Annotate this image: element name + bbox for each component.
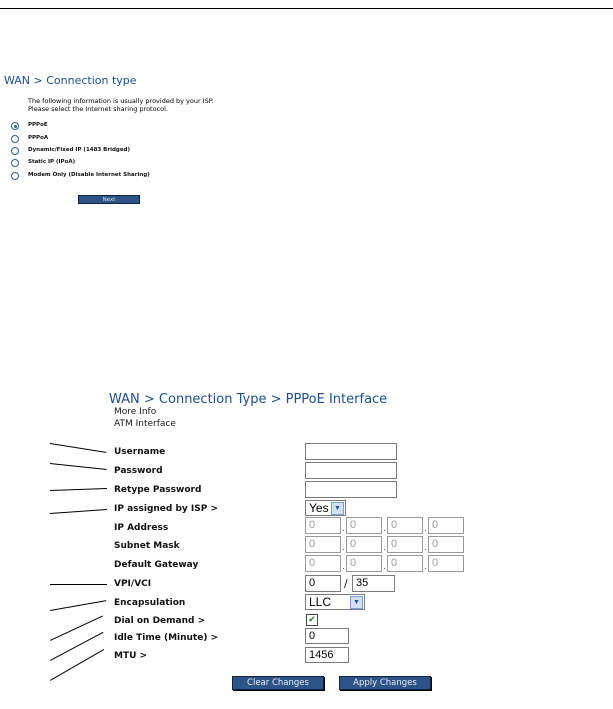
ip-address-octet-3[interactable]: 0 bbox=[387, 517, 423, 534]
octet-separator: . bbox=[424, 524, 427, 534]
dial-on-demand-label: Dial on Demand > bbox=[114, 616, 206, 626]
apply-changes-button[interactable]: Apply Changes bbox=[339, 676, 431, 690]
top-rule bbox=[0, 8, 613, 9]
encapsulation-select[interactable] bbox=[305, 594, 365, 610]
callout-line-username bbox=[50, 443, 106, 453]
ip-assigned-label: IP assigned by ISP > bbox=[114, 504, 219, 514]
octet-separator: . bbox=[342, 562, 345, 572]
option-static-ip-label: Static IP (IPoA) bbox=[28, 159, 76, 165]
clear-changes-button[interactable]: Clear Changes bbox=[232, 676, 324, 690]
ip-assigned-select[interactable] bbox=[305, 500, 346, 516]
option-pppoe-label: PPPoE bbox=[28, 122, 48, 128]
option-dynamic-fixed-ip-label: Dynamic/Fixed IP (1483 Bridged) bbox=[28, 147, 131, 153]
subnet-mask-label: Subnet Mask bbox=[114, 541, 180, 551]
callout-line-ip-assigned bbox=[50, 509, 107, 514]
next-button[interactable]: Next bbox=[78, 195, 140, 204]
default-gateway-octet-2[interactable]: 0 bbox=[346, 555, 382, 572]
mtu-input[interactable]: 1456 bbox=[305, 647, 349, 663]
idle-time-input[interactable]: 0 bbox=[305, 628, 349, 644]
default-gateway-octet-3[interactable]: 0 bbox=[387, 555, 423, 572]
mtu-label: MTU > bbox=[114, 651, 148, 661]
vpi-vci-label: VPI/VCI bbox=[114, 579, 152, 589]
chevron-down-icon: ▼ bbox=[350, 596, 363, 609]
callout-line-password bbox=[50, 463, 107, 470]
vpi-vci-separator: / bbox=[344, 577, 348, 590]
dial-on-demand-checkbox[interactable] bbox=[306, 614, 318, 626]
subnet-mask-octet-3[interactable]: 0 bbox=[387, 536, 423, 553]
octet-separator: . bbox=[383, 562, 386, 572]
ip-address-octet-1[interactable]: 0 bbox=[305, 517, 341, 534]
octet-separator: . bbox=[424, 562, 427, 572]
encapsulation-label: Encapsulation bbox=[114, 598, 186, 608]
username-input[interactable] bbox=[305, 443, 397, 460]
chevron-down-icon: ▼ bbox=[331, 502, 344, 515]
callout-line-vpi-vci bbox=[50, 584, 107, 585]
connection-type-title: WAN > Connection type bbox=[4, 74, 137, 87]
static-ip-radio[interactable] bbox=[11, 159, 19, 167]
default-gateway-label: Default Gateway bbox=[114, 560, 199, 570]
modem-only-radio[interactable] bbox=[11, 172, 19, 180]
password-label: Password bbox=[114, 466, 163, 476]
option-dynamic-fixed-ip[interactable] bbox=[11, 146, 131, 156]
option-modem-only-label: Modem Only (Disable Internet Sharing) bbox=[28, 172, 150, 178]
ip-address-label: IP Address bbox=[114, 523, 169, 533]
pppoe-interface-title: WAN > Connection Type > PPPoE Interface bbox=[109, 392, 388, 407]
username-label: Username bbox=[114, 447, 166, 457]
option-static-ip[interactable] bbox=[11, 158, 76, 168]
retype-password-label: Retype Password bbox=[114, 485, 202, 495]
encapsulation-value: LLC bbox=[309, 595, 332, 609]
ip-address-octet-2[interactable]: 0 bbox=[346, 517, 382, 534]
callout-line-retype-password bbox=[50, 488, 107, 491]
octet-separator: . bbox=[424, 543, 427, 553]
option-pppoa[interactable] bbox=[11, 134, 49, 144]
octet-separator: . bbox=[342, 524, 345, 534]
ip-address-octet-4[interactable]: 0 bbox=[428, 517, 464, 534]
default-gateway-octet-1[interactable]: 0 bbox=[305, 555, 341, 572]
subnet-mask-octet-1[interactable]: 0 bbox=[305, 536, 341, 553]
callout-line-mtu bbox=[50, 649, 104, 681]
more-info-link[interactable]: More Info bbox=[114, 407, 157, 417]
pppoa-radio[interactable] bbox=[11, 135, 19, 143]
ip-assigned-value: Yes bbox=[309, 501, 329, 515]
dynamic-fixed-ip-radio[interactable] bbox=[11, 147, 19, 155]
callout-line-encapsulation bbox=[50, 600, 106, 611]
password-input[interactable] bbox=[305, 462, 397, 479]
default-gateway-octet-4[interactable]: 0 bbox=[428, 555, 464, 572]
octet-separator: . bbox=[383, 524, 386, 534]
idle-time-label: Idle Time (Minute) > bbox=[114, 633, 219, 643]
octet-separator: . bbox=[342, 543, 345, 553]
check-icon: ✔ bbox=[308, 615, 316, 625]
option-pppoe[interactable] bbox=[11, 121, 48, 131]
option-modem-only[interactable] bbox=[11, 171, 150, 181]
option-pppoa-label: PPPoA bbox=[28, 135, 49, 141]
pppoe-radio[interactable] bbox=[11, 122, 19, 130]
vci-input[interactable]: 35 bbox=[352, 575, 395, 592]
retype-password-input[interactable] bbox=[305, 481, 397, 498]
connection-type-intro: The following information is usually provided by your ISP. Please select the Internet sharing protocol. bbox=[28, 97, 214, 113]
atm-interface-link[interactable]: ATM Interface bbox=[114, 419, 176, 429]
subnet-mask-octet-4[interactable]: 0 bbox=[428, 536, 464, 553]
vpi-input[interactable]: 0 bbox=[305, 575, 341, 592]
subnet-mask-octet-2[interactable]: 0 bbox=[346, 536, 382, 553]
octet-separator: . bbox=[383, 543, 386, 553]
